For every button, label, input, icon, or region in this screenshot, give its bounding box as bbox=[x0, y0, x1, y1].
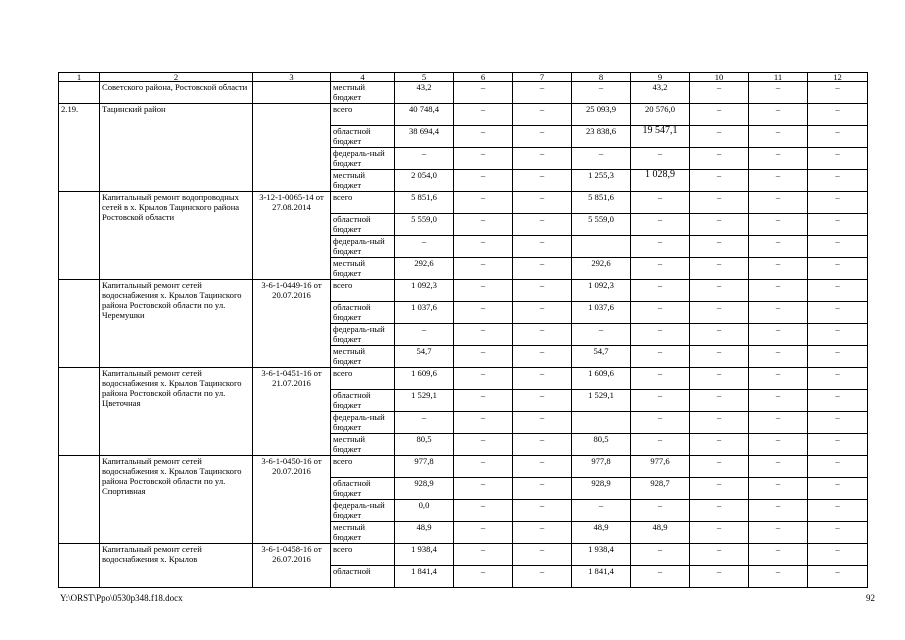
value-cell: 1 841,4 bbox=[572, 566, 631, 588]
value-cell: – bbox=[808, 104, 868, 126]
value-cell: – bbox=[631, 368, 690, 390]
value-cell: – bbox=[749, 368, 808, 390]
value-cell: – bbox=[808, 566, 868, 588]
value-cell: 977,6 bbox=[631, 456, 690, 478]
value-cell: 48,9 bbox=[395, 522, 454, 544]
column-number-8: 8 bbox=[572, 73, 631, 82]
value-cell: – bbox=[454, 302, 513, 324]
value-cell: – bbox=[690, 258, 749, 280]
value-cell: – bbox=[690, 500, 749, 522]
value-cell: 0,0 bbox=[395, 500, 454, 522]
value-cell: – bbox=[513, 346, 572, 368]
value-cell: – bbox=[513, 412, 572, 434]
value-cell: 19 547,1 bbox=[631, 126, 690, 148]
value-cell: 1 938,4 bbox=[395, 544, 454, 566]
value-cell: 1 037,6 bbox=[395, 302, 454, 324]
value-cell: – bbox=[690, 434, 749, 456]
value-cell: – bbox=[749, 126, 808, 148]
value-cell: – bbox=[690, 566, 749, 588]
header-row bbox=[59, 73, 868, 82]
value-cell: – bbox=[454, 522, 513, 544]
project-row bbox=[59, 192, 868, 214]
funding-type: областной бюджет bbox=[331, 126, 395, 148]
value-cell: – bbox=[631, 566, 690, 588]
document-ref bbox=[253, 104, 331, 192]
project-row bbox=[59, 368, 868, 390]
value-cell: – bbox=[749, 170, 808, 192]
value-cell: – bbox=[690, 390, 749, 412]
value-cell: – bbox=[513, 82, 572, 104]
value-cell: – bbox=[808, 368, 868, 390]
value-cell: – bbox=[513, 544, 572, 566]
column-number-12: 12 bbox=[808, 73, 868, 82]
value-cell: – bbox=[454, 346, 513, 368]
value-cell: – bbox=[749, 390, 808, 412]
value-cell: 5 559,0 bbox=[395, 214, 454, 236]
value-cell: 23 838,6 bbox=[572, 126, 631, 148]
document-ref: 3-6-1-0449-16 от 20.07.2016 bbox=[253, 280, 331, 368]
value-cell: – bbox=[513, 368, 572, 390]
value-cell: – bbox=[749, 412, 808, 434]
funding-type: местный бюджет bbox=[331, 170, 395, 192]
value-cell: – bbox=[631, 280, 690, 302]
value-cell: – bbox=[454, 170, 513, 192]
value-cell: 5 851,6 bbox=[572, 192, 631, 214]
object-name: Капитальный ремонт сетей водоснабжения х. Крылов Тацинского района Ростовской области по ул. Цветочная bbox=[100, 368, 253, 456]
value-cell: – bbox=[690, 104, 749, 126]
value-cell: – bbox=[808, 522, 868, 544]
value-cell: 1 609,6 bbox=[395, 368, 454, 390]
value-cell: 1 255,3 bbox=[572, 170, 631, 192]
funding-type: областной bbox=[331, 566, 395, 588]
value-cell: 1 609,6 bbox=[572, 368, 631, 390]
value-cell: – bbox=[631, 148, 690, 170]
value-cell: – bbox=[395, 236, 454, 258]
value-cell: – bbox=[808, 214, 868, 236]
value-cell: – bbox=[749, 258, 808, 280]
value-cell: 1 529,1 bbox=[572, 390, 631, 412]
value-cell: – bbox=[690, 346, 749, 368]
value-cell: – bbox=[631, 302, 690, 324]
value-cell: 292,6 bbox=[572, 258, 631, 280]
value-cell: – bbox=[454, 434, 513, 456]
value-cell: – bbox=[808, 192, 868, 214]
value-cell: – bbox=[690, 236, 749, 258]
value-cell: – bbox=[749, 280, 808, 302]
value-cell bbox=[572, 236, 631, 258]
row-number bbox=[59, 456, 100, 544]
value-cell: – bbox=[749, 302, 808, 324]
row-number bbox=[59, 82, 100, 104]
funding-type: областной бюджет bbox=[331, 390, 395, 412]
value-cell: 1 092,3 bbox=[572, 280, 631, 302]
value-cell: – bbox=[690, 544, 749, 566]
object-name: Капитальный ремонт водопроводных сетей в х. Крылов Тацинского района Ростовской области bbox=[100, 192, 253, 280]
value-cell: 20 576,0 bbox=[631, 104, 690, 126]
value-cell: – bbox=[808, 280, 868, 302]
value-cell: – bbox=[631, 192, 690, 214]
funding-type: областной бюджет bbox=[331, 214, 395, 236]
value-cell: 38 694,4 bbox=[395, 126, 454, 148]
value-cell: 928,9 bbox=[572, 478, 631, 500]
value-cell: – bbox=[454, 500, 513, 522]
value-cell: 80,5 bbox=[572, 434, 631, 456]
funding-type: всего bbox=[331, 368, 395, 390]
value-cell: – bbox=[808, 170, 868, 192]
column-number-9: 9 bbox=[631, 73, 690, 82]
value-cell: – bbox=[749, 148, 808, 170]
value-cell: – bbox=[631, 236, 690, 258]
value-cell: 40 748,4 bbox=[395, 104, 454, 126]
object-name: Капитальный ремонт сетей водоснабжения х. Крылов Тацинского района Ростовской области по ул. Спортивная bbox=[100, 456, 253, 544]
value-cell: 292,6 bbox=[395, 258, 454, 280]
funding-type: местный бюджет bbox=[331, 434, 395, 456]
value-cell: – bbox=[749, 544, 808, 566]
value-cell: – bbox=[690, 478, 749, 500]
value-cell: 977,8 bbox=[572, 456, 631, 478]
document-ref bbox=[253, 82, 331, 104]
file-path: Y:\ORST\Ppo\0530p348.f18.docx bbox=[60, 593, 183, 603]
document-ref: 3-6-1-0458-16 от 26.07.2016 bbox=[253, 544, 331, 588]
value-cell: – bbox=[454, 368, 513, 390]
value-cell: 928,9 bbox=[395, 478, 454, 500]
funding-type: местный бюджет bbox=[331, 346, 395, 368]
column-number-10: 10 bbox=[690, 73, 749, 82]
row-number: 2.19. bbox=[59, 104, 100, 192]
value-cell: – bbox=[808, 500, 868, 522]
row-number bbox=[59, 192, 100, 280]
value-cell: 5 559,0 bbox=[572, 214, 631, 236]
value-cell: – bbox=[454, 478, 513, 500]
value-cell: – bbox=[749, 456, 808, 478]
funding-type: федераль-ный бюджет bbox=[331, 324, 395, 346]
value-cell: – bbox=[808, 324, 868, 346]
value-cell: – bbox=[631, 544, 690, 566]
value-cell: – bbox=[749, 500, 808, 522]
value-cell: – bbox=[572, 82, 631, 104]
row-number bbox=[59, 280, 100, 368]
value-cell: – bbox=[690, 192, 749, 214]
value-cell: – bbox=[749, 478, 808, 500]
project-row bbox=[59, 280, 868, 302]
project-row bbox=[59, 456, 868, 478]
object-name: Капитальный ремонт сетей водоснабжения х. Крылов bbox=[100, 544, 253, 588]
value-cell bbox=[572, 412, 631, 434]
value-cell: – bbox=[513, 236, 572, 258]
document-ref: 3-6-1-0451-16 от 21.07.2016 bbox=[253, 368, 331, 456]
value-cell: 2 054,0 bbox=[395, 170, 454, 192]
value-cell: – bbox=[690, 456, 749, 478]
value-cell: – bbox=[513, 126, 572, 148]
funding-type: федераль-ный бюджет bbox=[331, 412, 395, 434]
value-cell: – bbox=[808, 478, 868, 500]
value-cell: – bbox=[454, 412, 513, 434]
funding-type: местный бюджет bbox=[331, 258, 395, 280]
value-cell: – bbox=[749, 82, 808, 104]
value-cell: – bbox=[572, 324, 631, 346]
value-cell: – bbox=[749, 236, 808, 258]
document-ref: 3-12-1-0065-14 от 27.08.2014 bbox=[253, 192, 331, 280]
row-number bbox=[59, 368, 100, 456]
column-number-5: 5 bbox=[395, 73, 454, 82]
value-cell: – bbox=[749, 346, 808, 368]
value-cell: – bbox=[454, 126, 513, 148]
value-cell: 928,7 bbox=[631, 478, 690, 500]
value-cell: – bbox=[631, 390, 690, 412]
value-cell: – bbox=[808, 544, 868, 566]
value-cell: 43,2 bbox=[631, 82, 690, 104]
value-cell: 1 938,4 bbox=[572, 544, 631, 566]
value-cell: – bbox=[690, 412, 749, 434]
column-number-3: 3 bbox=[253, 73, 331, 82]
funding-type: федераль-ный бюджет bbox=[331, 236, 395, 258]
column-number-1: 1 bbox=[59, 73, 100, 82]
funding-type: местный бюджет bbox=[331, 82, 395, 104]
object-name: Капитальный ремонт сетей водоснабжения х. Крылов Тацинского района Ростовской области по ул. Черемушки bbox=[100, 280, 253, 368]
value-cell: 48,9 bbox=[572, 522, 631, 544]
value-cell: 977,8 bbox=[395, 456, 454, 478]
value-cell: – bbox=[454, 324, 513, 346]
object-name: Тацинский район bbox=[100, 104, 253, 192]
value-cell: 43,2 bbox=[395, 82, 454, 104]
funding-type: всего bbox=[331, 192, 395, 214]
value-cell: 25 093,9 bbox=[572, 104, 631, 126]
value-cell: – bbox=[749, 434, 808, 456]
value-cell: – bbox=[513, 148, 572, 170]
column-number-2: 2 bbox=[100, 73, 253, 82]
funding-type: областной бюджет bbox=[331, 478, 395, 500]
value-cell: – bbox=[513, 390, 572, 412]
value-cell: – bbox=[631, 412, 690, 434]
value-cell: – bbox=[808, 126, 868, 148]
value-cell: 54,7 bbox=[395, 346, 454, 368]
value-cell: – bbox=[808, 456, 868, 478]
value-cell: – bbox=[631, 258, 690, 280]
value-cell: – bbox=[513, 324, 572, 346]
funding-type: федераль-ный бюджет bbox=[331, 148, 395, 170]
value-cell: – bbox=[513, 522, 572, 544]
value-cell: – bbox=[395, 324, 454, 346]
budget-table bbox=[58, 72, 868, 588]
funding-type: всего bbox=[331, 544, 395, 566]
value-cell: 5 851,6 bbox=[395, 192, 454, 214]
value-cell: – bbox=[808, 390, 868, 412]
value-cell: – bbox=[513, 478, 572, 500]
funding-type: федераль-ный бюджет bbox=[331, 500, 395, 522]
value-cell: – bbox=[513, 104, 572, 126]
value-cell: 54,7 bbox=[572, 346, 631, 368]
value-cell: 1 529,1 bbox=[395, 390, 454, 412]
value-cell: – bbox=[631, 214, 690, 236]
value-cell: – bbox=[808, 148, 868, 170]
value-cell: – bbox=[749, 104, 808, 126]
value-cell: – bbox=[808, 236, 868, 258]
page-number: 92 bbox=[866, 593, 875, 603]
value-cell: – bbox=[572, 148, 631, 170]
project-row bbox=[59, 544, 868, 566]
funding-type: областной бюджет bbox=[331, 302, 395, 324]
value-cell: – bbox=[749, 522, 808, 544]
value-cell: – bbox=[454, 82, 513, 104]
value-cell: – bbox=[572, 500, 631, 522]
funding-type: местный бюджет bbox=[331, 522, 395, 544]
value-cell: – bbox=[454, 192, 513, 214]
value-cell: 1 028,9 bbox=[631, 170, 690, 192]
funding-type: всего bbox=[331, 280, 395, 302]
value-cell: 80,5 bbox=[395, 434, 454, 456]
value-cell: – bbox=[454, 214, 513, 236]
column-number-6: 6 bbox=[454, 73, 513, 82]
object-name: Советского района, Ростовской области bbox=[100, 82, 253, 104]
value-cell: – bbox=[454, 390, 513, 412]
value-cell: – bbox=[749, 324, 808, 346]
value-cell: – bbox=[690, 214, 749, 236]
funding-type: всего bbox=[331, 456, 395, 478]
value-cell: – bbox=[454, 456, 513, 478]
funding-type: всего bbox=[331, 104, 395, 126]
value-cell: – bbox=[749, 214, 808, 236]
value-cell: – bbox=[513, 302, 572, 324]
value-cell: – bbox=[808, 258, 868, 280]
value-cell: – bbox=[395, 148, 454, 170]
value-cell: – bbox=[808, 412, 868, 434]
value-cell: – bbox=[454, 148, 513, 170]
value-cell: – bbox=[513, 214, 572, 236]
value-cell: – bbox=[690, 82, 749, 104]
value-cell: 1 092,3 bbox=[395, 280, 454, 302]
value-cell: – bbox=[631, 346, 690, 368]
value-cell: – bbox=[631, 500, 690, 522]
value-cell: – bbox=[513, 566, 572, 588]
column-number-4: 4 bbox=[331, 73, 395, 82]
value-cell: – bbox=[690, 324, 749, 346]
value-cell: – bbox=[808, 434, 868, 456]
value-cell: – bbox=[808, 302, 868, 324]
column-number-7: 7 bbox=[513, 73, 572, 82]
value-cell: – bbox=[513, 280, 572, 302]
value-cell: – bbox=[513, 258, 572, 280]
value-cell: – bbox=[513, 434, 572, 456]
value-cell: – bbox=[513, 456, 572, 478]
value-cell: – bbox=[454, 544, 513, 566]
continuation-row bbox=[59, 82, 868, 104]
value-cell: – bbox=[690, 148, 749, 170]
value-cell: – bbox=[631, 434, 690, 456]
value-cell: – bbox=[513, 500, 572, 522]
row-number bbox=[59, 544, 100, 588]
value-cell: – bbox=[454, 236, 513, 258]
value-cell: – bbox=[690, 302, 749, 324]
value-cell: – bbox=[395, 412, 454, 434]
value-cell: – bbox=[808, 82, 868, 104]
value-cell: 1 841,4 bbox=[395, 566, 454, 588]
value-cell: – bbox=[808, 346, 868, 368]
value-cell: – bbox=[454, 104, 513, 126]
value-cell: – bbox=[690, 522, 749, 544]
value-cell: – bbox=[690, 126, 749, 148]
value-cell: – bbox=[454, 280, 513, 302]
value-cell: – bbox=[690, 280, 749, 302]
district-total-row bbox=[59, 104, 868, 126]
document-ref: 3-6-1-0450-16 от 20.07.2016 bbox=[253, 456, 331, 544]
value-cell: 48,9 bbox=[631, 522, 690, 544]
value-cell: – bbox=[690, 368, 749, 390]
value-cell: 1 037,6 bbox=[572, 302, 631, 324]
value-cell: – bbox=[454, 566, 513, 588]
column-number-11: 11 bbox=[749, 73, 808, 82]
value-cell: – bbox=[749, 566, 808, 588]
value-cell: – bbox=[513, 192, 572, 214]
value-cell: – bbox=[454, 258, 513, 280]
value-cell: – bbox=[690, 170, 749, 192]
value-cell: – bbox=[631, 324, 690, 346]
value-cell: – bbox=[749, 192, 808, 214]
value-cell: – bbox=[513, 170, 572, 192]
